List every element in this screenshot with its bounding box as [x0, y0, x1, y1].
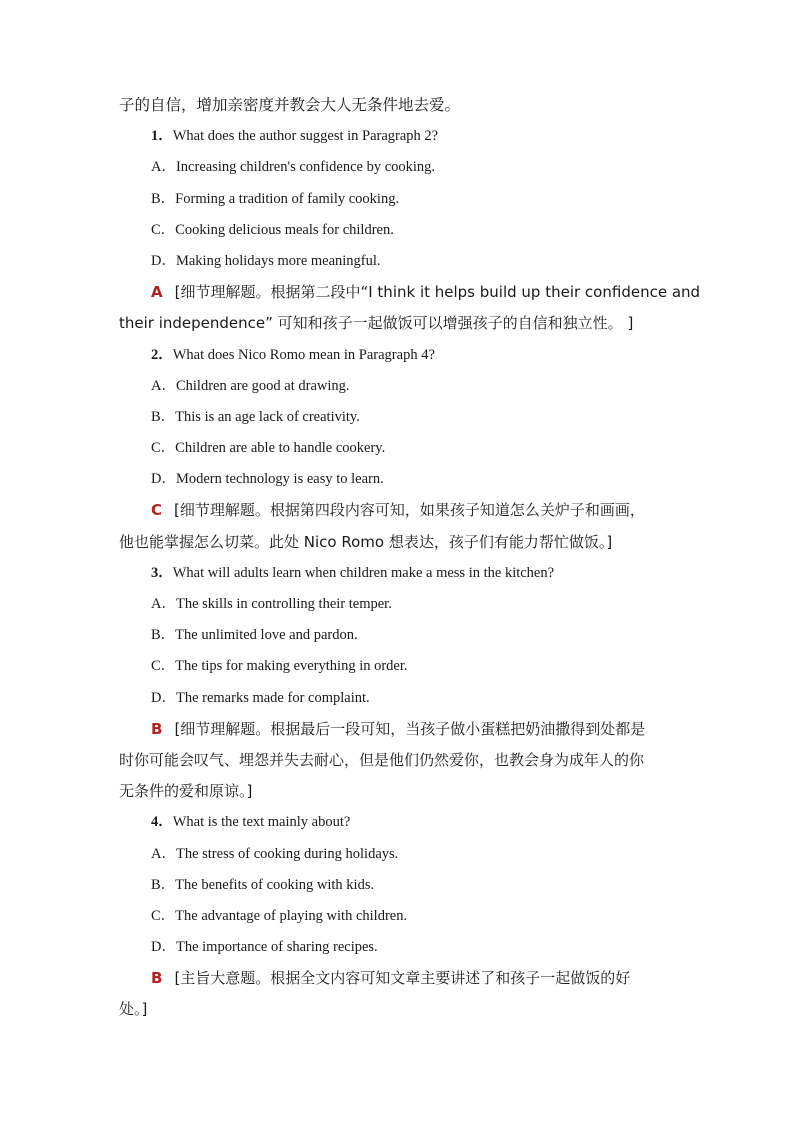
question-number: 1．: [151, 128, 173, 145]
option-b: B．This is an age lack of creativity.: [151, 408, 360, 425]
option-a: A．Children are good at drawing.: [151, 377, 350, 394]
option-d: D．Making holidays more meaningful.: [151, 252, 381, 269]
option-b: B．The unlimited love and pardon.: [151, 627, 358, 644]
question-number: 2．: [151, 346, 173, 363]
option-c: C．Cooking delicious meals for children.: [151, 221, 394, 238]
question-block-3: [119, 558, 679, 808]
question-text: What does Nico Romo mean in Paragraph 4?: [172, 346, 435, 363]
question-block-1: [119, 121, 701, 339]
question-stem: [119, 807, 679, 838]
intro-tail: 子的自信，增加亲密度并教会大人无条件地去爱。: [119, 96, 461, 114]
question-text: What does the author suggest in Paragraph 2?: [172, 128, 439, 145]
option-c: C．The advantage of playing with children.: [151, 907, 408, 924]
question-text: What is the text mainly about?: [172, 814, 351, 831]
explanation-text: [主旨大意题。根据全文内容可知文章主要讲述了和孩子一起做饭的好: [174, 969, 631, 988]
question-number: 4．: [151, 814, 173, 831]
explanation-line: 他也能掌握怎么切菜。此处 Nico Romo 想表达，孩子们有能力帮忙做饭。]: [119, 532, 613, 551]
explanation-line: 处。]: [119, 1000, 148, 1019]
option-b: B．Forming a tradition of family cooking.: [151, 190, 400, 207]
explanation-text: [细节理解题。根据最后一段可知，当孩子做小蛋糕把奶油撒得到处都是: [174, 719, 646, 738]
page-content: [119, 90, 701, 1026]
option-a: A．Increasing children's confidence by cooking.: [151, 159, 436, 176]
answer-key: B: [151, 969, 163, 988]
option-c: C．The tips for making everything in order.: [151, 658, 408, 675]
question-stem: [119, 340, 679, 371]
question-text: What will adults learn when children make a mess in the kitchen?: [172, 564, 555, 581]
explanation-line: [119, 277, 701, 308]
explanation-line: [119, 714, 679, 745]
option-d: D．Modern technology is easy to learn.: [151, 471, 384, 488]
answer-key: C: [151, 501, 163, 520]
question-block-4: [119, 807, 679, 1025]
question-stem: [119, 121, 679, 152]
answer-key: A: [151, 283, 163, 302]
explanation-text: [细节理解题。根据第二段中“I think it helps build up their confidence and: [174, 283, 701, 302]
option-d: D．The remarks made for complaint.: [151, 689, 370, 706]
option-c: C．Children are able to handle cookery.: [151, 440, 386, 457]
question-block-2: [119, 340, 679, 558]
option-d: D．The importance of sharing recipes.: [151, 939, 378, 956]
question-stem: [119, 558, 679, 589]
option-a: A．The stress of cooking during holidays.: [151, 845, 399, 862]
explanation-line: 时你可能会叹气、埋怨并失去耐心，但是他们仍然爱你，也教会身为成年人的你: [119, 750, 645, 769]
explanation-line: their independence” 可知和孩子一起做饭可以增强孩子的自信和独立性。 ]: [119, 314, 634, 333]
option-a: A．The skills in controlling their temper.: [151, 596, 392, 612]
explanation-line: 无条件的爱和原谅。]: [119, 782, 253, 801]
option-b: B．The benefits of cooking with kids.: [151, 876, 375, 893]
answer-key: B: [151, 719, 163, 738]
explanation-text: [细节理解题。根据第四段内容可知，如果孩子知道怎么关炉子和画画，: [174, 501, 645, 520]
question-number: 3．: [151, 564, 173, 581]
explanation-line: [119, 963, 679, 994]
explanation-line: [119, 495, 679, 526]
